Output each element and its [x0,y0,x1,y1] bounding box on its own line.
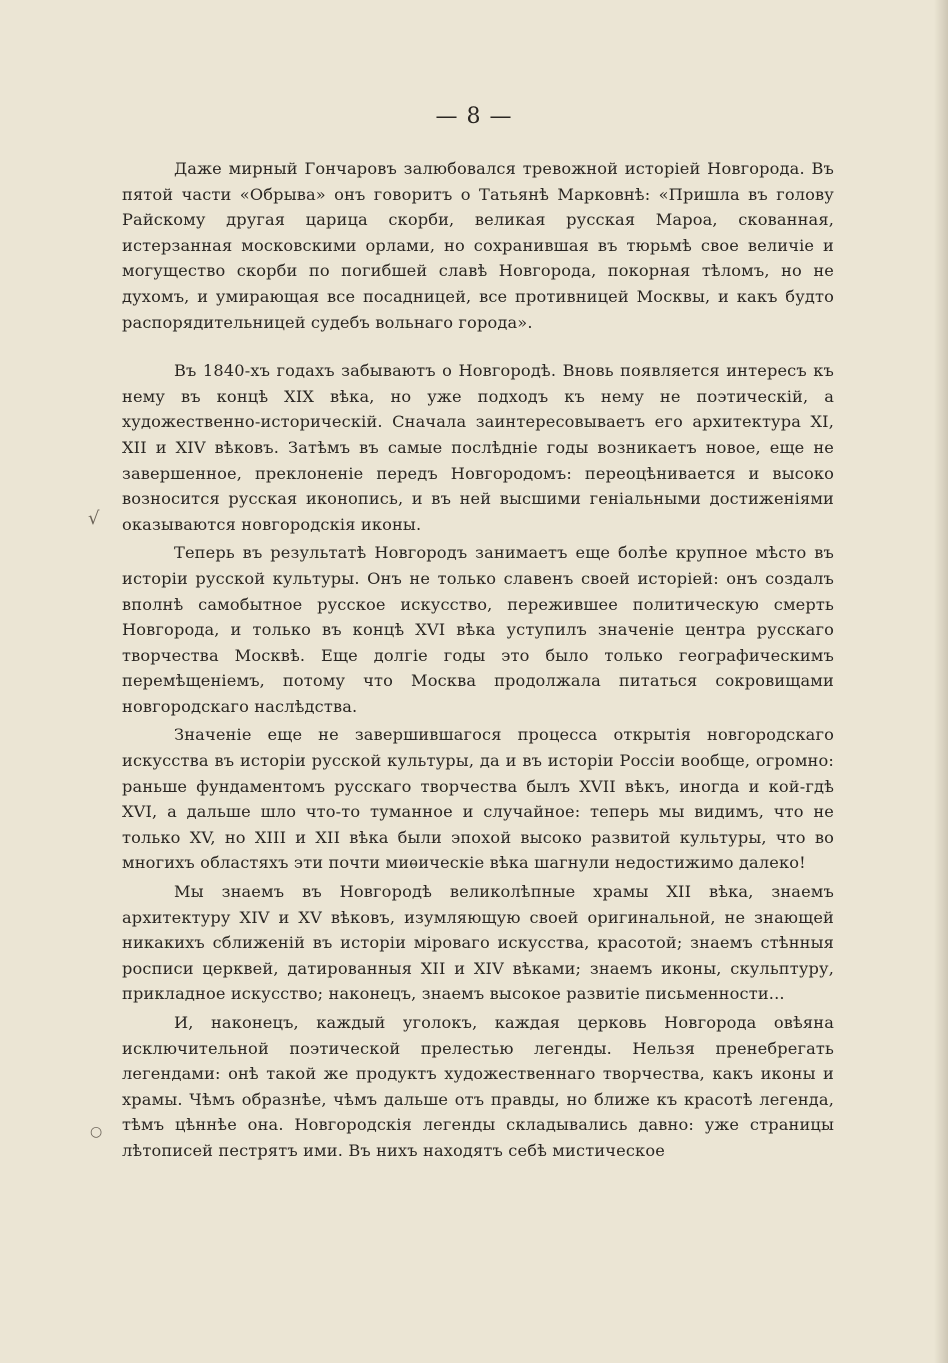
paragraph-4: Значеніе еще не завершившагося процесса открытія новгородскаго искусства въ исторіи русской культуры, да и въ исторіи Россіи вообще, огромно: раньше фундаментомъ русскаго творчества былъ XVII вѣкъ, иногда и кой-гдѣ XVI, а дальше шло что-то туманное и случайное: теперь мы видимъ, что не только XV, но XIII и XII вѣка были эпохой высоко развитой культуры, что во многихъ областяхъ эти почти миѳическіе вѣка шагнули недостижимо далеко! [122,725,834,873]
page-number: — 8 — [435,104,513,129]
page-edge-shadow [934,0,948,1363]
body-text [122,156,834,1164]
paragraph-5: Мы знаемъ въ Новгородѣ великолѣпные храмы XII вѣка, знаемъ архитектуру XIV и XV вѣковъ, изумляющую своей оригинальной, не знающей никакихъ сближеній въ исторіи міроваго искусства, красотой; знаемъ стѣнныя росписи церквей, датированныя XII и XIV вѣками; знаемъ иконы, скульптуру, прикладное искусство; наконецъ, знаемъ высокое развитіе письменности... [122,882,834,1004]
paragraph-3: Теперь въ результатѣ Новгородъ занимаетъ еще болѣе крупное мѣсто въ исторіи русской культуры. Онъ не только славенъ своей исторіей: онъ создалъ вполнѣ самобытное русское искусство, пережившее политическую смерть Новгорода, и только въ концѣ XVI вѣка уступилъ значеніе центра русскаго творчества Москвѣ. Еще долгіе годы это было только географическимъ перемѣщеніемъ, потому что Москва продолжала питаться сокровищами новгородскаго наслѣдства. [122,543,834,716]
margin-mark: √ [88,508,100,529]
paragraph-2: Въ 1840-хъ годахъ забываютъ о Новгородѣ. Вновь появляется интересъ къ нему въ концѣ XIX вѣка, но уже подходъ къ нему не поэтическій, а художественно-историческій. Сначала заинтересовываетъ его архитектура XI, XII и XIV вѣковъ. Затѣмъ въ самые послѣдніе годы возникаетъ новое, еще не завершенное, преклоненіе передъ Новгородомъ: переоцѣнивается и высоко возносится русская иконопись, и въ ней высшими геніальными достиженіями оказываются новгородскія иконы. [122,361,834,534]
paragraph-6: И, наконецъ, каждый уголокъ, каждая церковь Новгорода овѣяна исключительной поэтической прелестью легенды. Нельзя пренебрегать легендами: онѣ такой же продуктъ художественнаго творчества, какъ иконы и храмы. Чѣмъ образнѣе, чѣмъ дальше отъ правды, но ближе къ красотѣ легенда, тѣмъ цѣннѣе она. Новгородскія легенды складывались давно: уже страницы лѣтописей пестрятъ ими. Въ нихъ находятъ себѣ мистическое [122,1013,834,1160]
margin-mark: ○ [90,1124,103,1140]
paragraph-1: Даже мирный Гончаровъ залюбовался тревожной исторіей Новгорода. Въ пятой части «Обрыва» онъ говоритъ о Татьянѣ Марковнѣ: «Пришла въ голову Райскому другая царица скорби, великая русская Мароа, скованная, истерзанная московскими орлами, но сохранившая въ тюрьмѣ свое величіе и могущество скорби по погибшей славѣ Новгорода, покорная тѣломъ, но не духомъ, и умирающая все посадницей, все противницей Москвы, и какъ будто распорядительницей судебъ вольнаго города». [122,159,834,332]
